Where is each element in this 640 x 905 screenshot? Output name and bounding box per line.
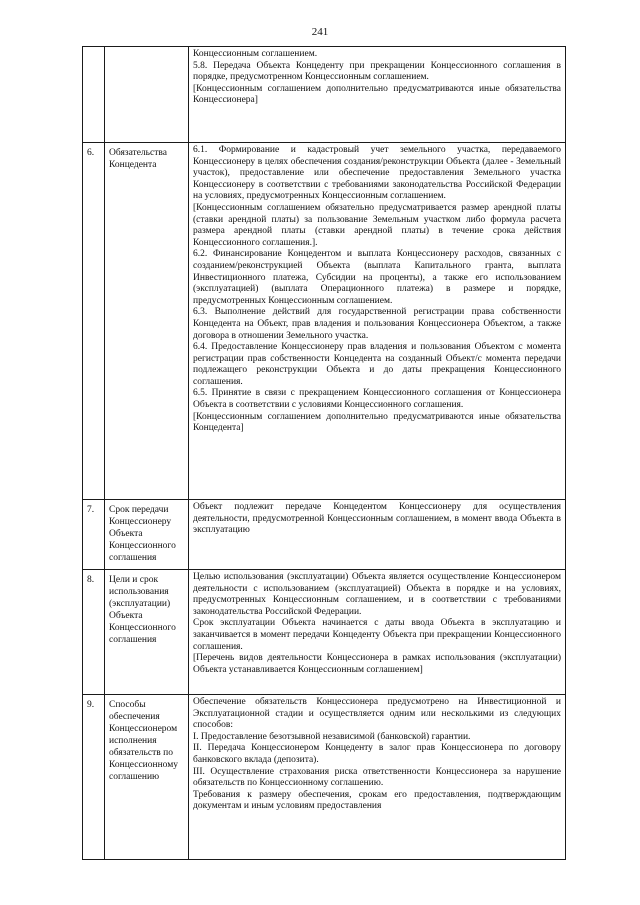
- row-title: Обязательства Концедента: [105, 143, 189, 500]
- paragraph: II. Передача Концессионером Концеденту в залог прав Концессионера по договору банковского вклада (депозита).: [193, 743, 561, 765]
- row-content: [189, 47, 566, 143]
- row-number: 8.: [83, 570, 105, 695]
- table-row: [83, 695, 566, 860]
- paragraph: Концессионным соглашением.: [193, 49, 318, 59]
- paragraph: [Перечень видов деятельности Концессионера в рамках использования (эксплуатации) Объекта устанавливается Концессионным соглашением]: [193, 653, 561, 675]
- paragraph: [Концессионным соглашением обязательно предусматривается размер арендной платы (ставки арендной платы) за пользование Земельным участком либо формула расчета размера арендной платы (ставки арендной платы) в течение срока действия Концессионного соглашения.].: [193, 202, 561, 248]
- paragraph: 6.3. Выполнение действий для государственной регистрации права собственности Концедента на Объект, прав владения и пользования Концессионера Объектом, а также договора в отношении Земельного участка.: [193, 307, 561, 341]
- paragraph: [Концессионным соглашением дополнительно предусматриваются иные обязательства Концессионера]: [193, 83, 561, 106]
- row-title: Способы обеспечения Концессионером исполнения обязательств по Концессионному соглашению: [105, 695, 189, 860]
- paragraph: 6.5. Принятие в связи с прекращением Концессионного соглашения от Концессионера Объекта в соответствии с условиями Концессионного соглашения.: [193, 388, 561, 411]
- paragraph: [Концессионным соглашением дополнительно предусматриваются иные обязательства Концедента]: [193, 411, 561, 434]
- table-row: [83, 143, 566, 500]
- paragraph: 6.2. Финансирование Концедентом и выплата Концессионеру расходов, связанных с созданием/реконструкцией Объекта (выплата Капитального гранта, выплата Инвестиционного платежа, Субсидии на проценты), а также его использованием (эксплуатацией) (выплата Операционного платежа) в размере и порядке, предусмотренных Концессионным соглашением.: [193, 249, 561, 306]
- paragraph: 6.1. Формирование и кадастровый учет земельного участка, передаваемого Концессионеру в целях обеспечения создания/реконструкции Объекта (далее - Земельный участок), предоставление или обеспечение предоставления Земельного участка Концессионеру в соответствии с требованиями законодательства Российской Федерации на условиях, предусмотренных Концессионным соглашением.: [193, 145, 561, 202]
- row-title: Цели и срок использования (эксплуатации) Объекта Концессионного соглашения: [105, 570, 189, 695]
- row-number: 7.: [83, 500, 105, 570]
- table-row: [83, 500, 566, 570]
- paragraph: Объект подлежит передаче Концедентом Концессионеру для осуществления деятельности, предусмотренной Концессионным соглашением, в момент ввода Объекта в эксплуатацию: [193, 502, 561, 536]
- paragraph: 5.8. Передача Объекта Концеденту при прекращении Концессионного соглашения в порядке, предусмотренном Концессионным соглашением.: [193, 60, 561, 83]
- row-content: [189, 500, 566, 570]
- row-content: [189, 695, 566, 860]
- paragraph: 6.4. Предоставление Концессионеру прав владения и пользования Объектом с момента регистрации прав собственности Концедента на созданный Объект/с момента передачи подлежащего реконструкции Объекта и до даты прекращения Концессионного соглашения.: [193, 342, 561, 387]
- paragraph: Целью использования (эксплуатации) Объекта является осуществление Концессионером деятельности с использованием (эксплуатацией) Объекта в порядке и на условиях, предусмотренных Концессионным соглашением, и в соответствии с требованиями законодательства Российской Федерации.: [193, 572, 561, 617]
- table-row: [83, 47, 566, 143]
- table-row: [83, 570, 566, 695]
- paragraph: III. Осуществление страхования риска ответственности Концессионера за нарушение обязательств по Концессионному соглашению.: [193, 766, 561, 789]
- row-number: 6.: [83, 143, 105, 500]
- row-title: Срок передачи Концессионеру Объекта Концессионного соглашения: [105, 500, 189, 570]
- row-number: 9.: [83, 695, 105, 860]
- paragraph: Требования к размеру обеспечения, срокам его предоставления, подтверждающим документам и иным условиям предоставления: [193, 789, 561, 812]
- paragraph: Обеспечение обязательств Концессионера предусмотрено на Инвестиционной и Эксплуатационной стадии и осуществляется одним или несколькими из следующих способов:: [193, 697, 561, 731]
- row-title: [105, 47, 189, 143]
- page-number: 241: [311, 26, 329, 38]
- row-number: [83, 47, 105, 143]
- paragraph: Срок эксплуатации Объекта начинается с даты ввода Объекта в эксплуатацию и заканчивается в момент передачи Концеденту Объекта при прекращении Концессионного соглашения.: [193, 618, 561, 652]
- paragraph: I. Предоставление безотзывной независимой (банковской) гарантии.: [193, 731, 471, 742]
- concession-terms-table: [82, 46, 566, 860]
- row-content: [189, 143, 566, 500]
- row-content: [189, 570, 566, 695]
